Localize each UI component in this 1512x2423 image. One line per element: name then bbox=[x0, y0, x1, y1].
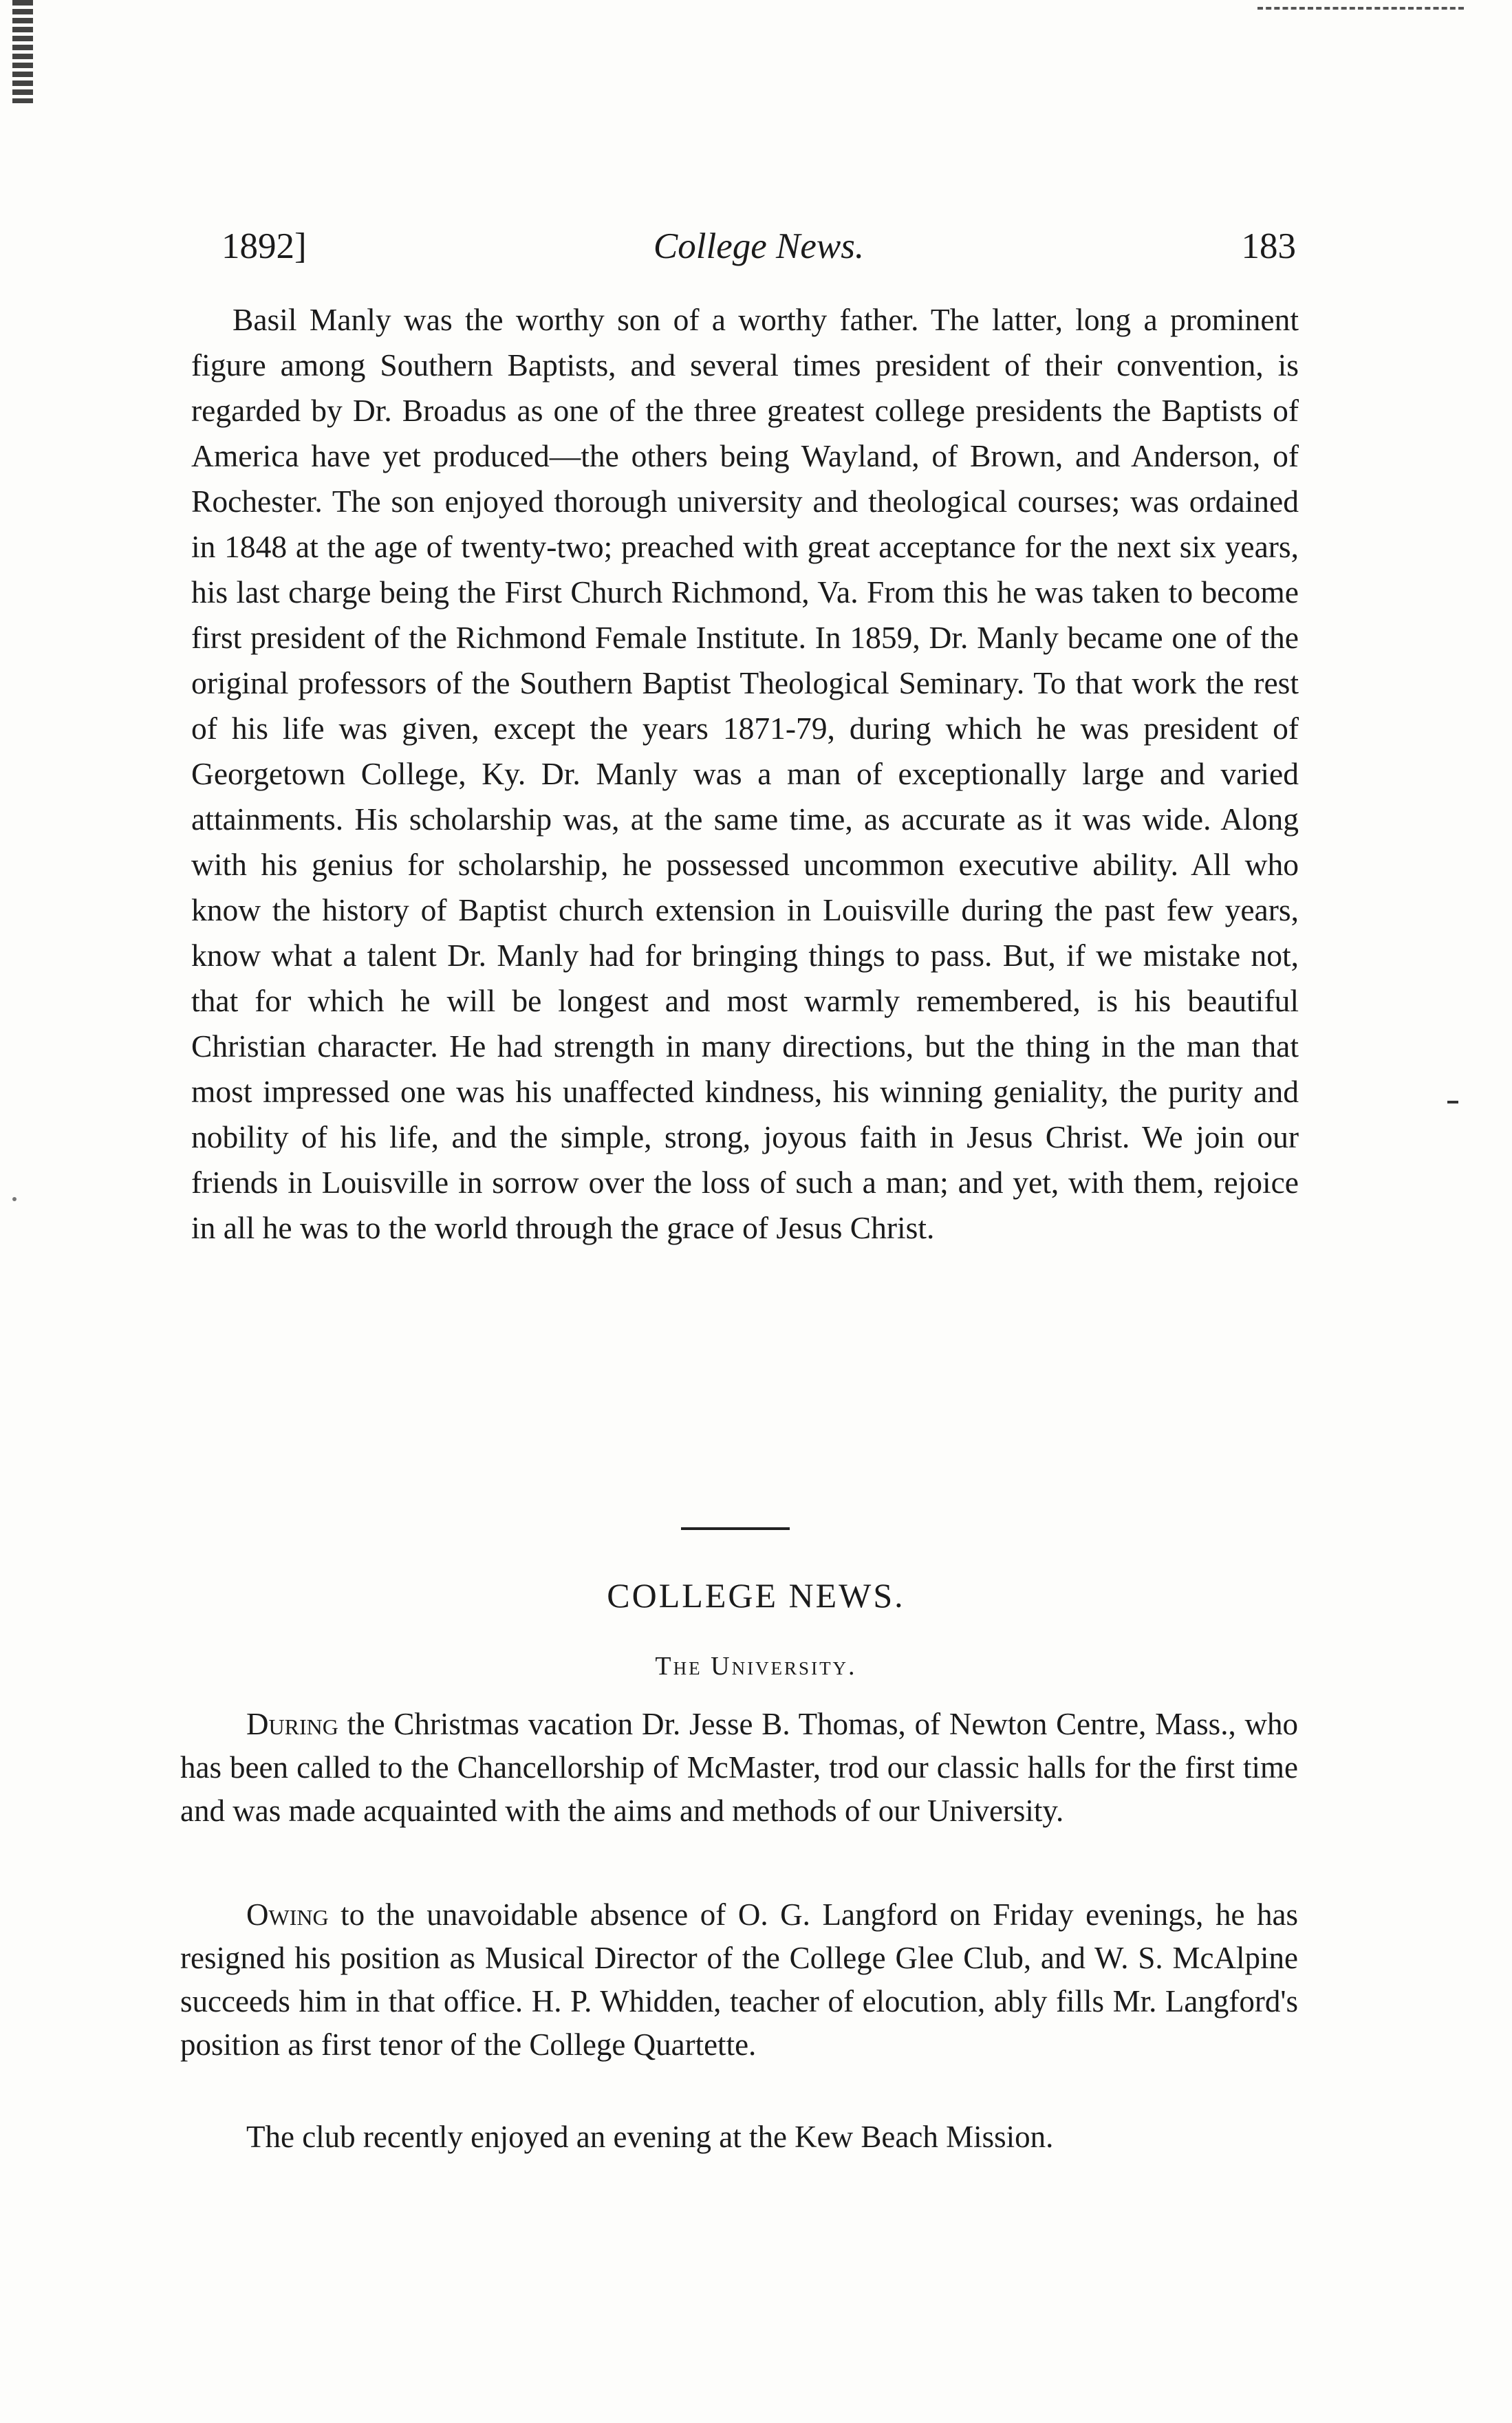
section-heading: COLLEGE NEWS. bbox=[607, 1576, 905, 1615]
running-head-title: College News. bbox=[653, 226, 865, 266]
news-item bbox=[180, 1893, 1298, 2067]
news-text: The club recently enjoyed an evening at the Kew Beach Mission. bbox=[246, 2120, 1054, 2154]
top-dashed-rule bbox=[1257, 7, 1464, 10]
article-body bbox=[191, 297, 1299, 1251]
running-head bbox=[222, 226, 1296, 281]
article-paragraph: Basil Manly was the worthy son of a worthy father. The latter, long a prominent figure among Southern Baptists, and several times president of their convention, is regarded by Dr. Broadus as one of the three greatest college presidents the Baptists of America have yet produced—the others being Wayland, of Brown, and Anderson, of Rochester. The son enjoyed thorough university and theological courses; was ordained in 1848 at the age of twenty-two; preached with great acceptance for the next six years, his last charge being the First Church Richmond, Va. From this he was taken to become first president of the Richmond Female Institute. In 1859, Dr. Manly became one of the original professors of the Southern Baptist Theological Seminary. To that work the rest of his life was given, except the years 1871-79, during which he was president of Georgetown College, Ky. Dr. Manly was a man of exceptionally large and varied attainments. His scholarship was, at the same time, as accurate as it was wide. Along with his genius for scholarship, he possessed uncommon executive ability. All who know the history of Baptist church extension in Louisville during the past few years, know what a talent Dr. Manly had for bringing things to pass. But, if we mistake not, that for which he will be longest and most warmly remembered, is his beautiful Christian character. He had strength in many directions, but the thing in the man that most impressed one was his unaffected kindness, his winning geniality, the purity and nobility of his life, and the simple, strong, joyous faith in Jesus Christ. We join our friends in Louisville in sorrow over the loss of such a man; and yet, with them, rejoice in all he was to the world through the grace of Jesus Christ. bbox=[191, 302, 1299, 1245]
section-subheading: The University. bbox=[655, 1652, 857, 1681]
news-lead-word: During bbox=[246, 1707, 338, 1741]
margin-dot bbox=[12, 1197, 17, 1201]
page-number: 183 bbox=[1241, 226, 1296, 266]
news-paragraph bbox=[180, 1703, 1298, 1833]
news-text: to the unavoidable absence of O. G. Langford on Friday evenings, he has resigned his position as Musical Director of the College Glee Club, and W. S. McAlpine succeeds him in that office. H. P. Whidden, teacher of elocution, ably fills Mr. Langford's position as first tenor of the College Quartette. bbox=[180, 1897, 1298, 2062]
news-text: the Christmas vacation Dr. Jesse B. Thomas, of Newton Centre, Mass., who has been called to the Chancellorship of McMaster, trod our classic halls for the first time and was made acquainted with the aims and methods of our University. bbox=[180, 1707, 1298, 1828]
news-lead-word: Owing bbox=[246, 1897, 329, 1932]
margin-tick bbox=[1447, 1101, 1458, 1103]
news-item bbox=[180, 2115, 1298, 2159]
news-paragraph bbox=[180, 2115, 1298, 2159]
news-item bbox=[180, 1703, 1298, 1833]
running-head-year: 1892] bbox=[222, 226, 307, 266]
scan-edge-mark bbox=[12, 0, 33, 103]
news-paragraph bbox=[180, 1893, 1298, 2067]
section-divider bbox=[681, 1527, 790, 1530]
